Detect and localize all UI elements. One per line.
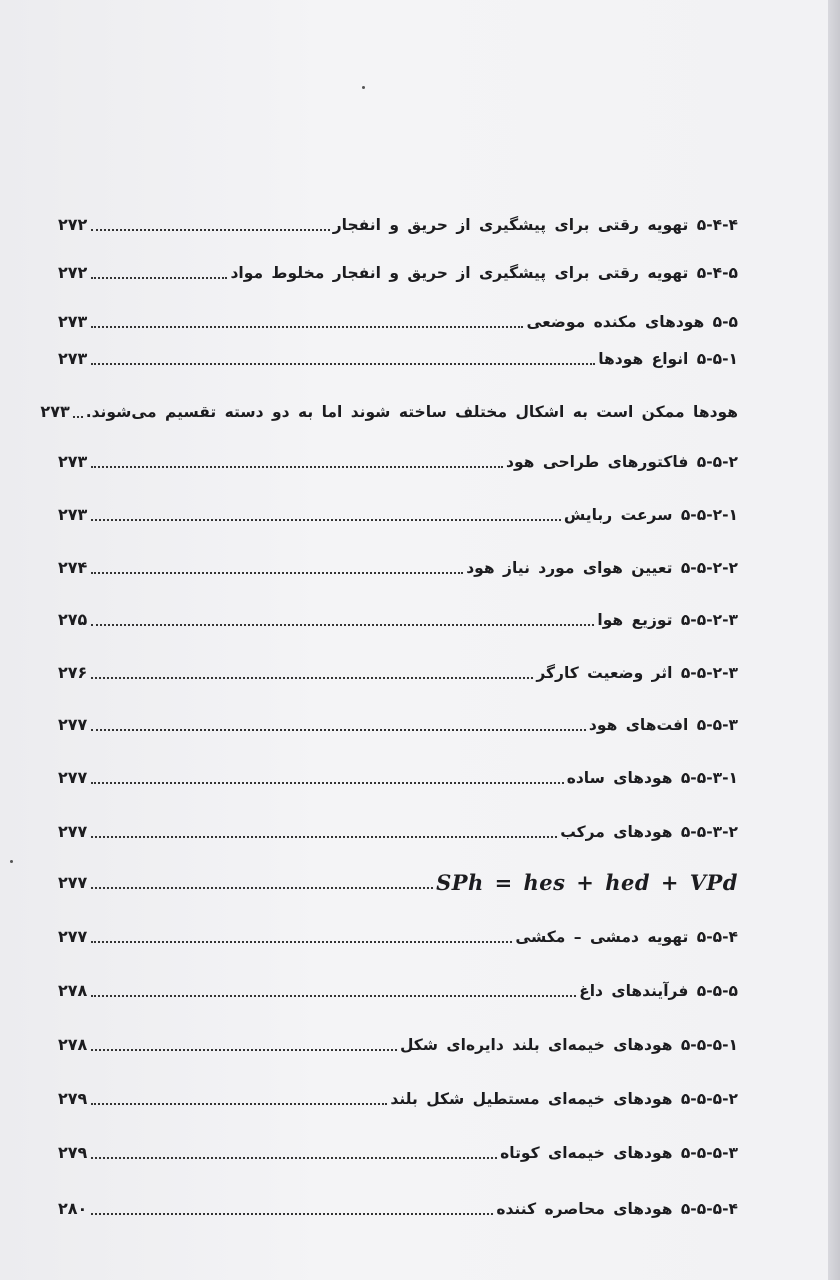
dot-leader bbox=[91, 277, 227, 279]
dot-leader bbox=[91, 363, 595, 365]
dot-leader bbox=[73, 416, 83, 418]
toc-entry-page: ۲۷۹ bbox=[58, 1143, 88, 1162]
toc-entry bbox=[58, 1026, 738, 1056]
toc-entry bbox=[58, 972, 738, 1002]
toc-entry-title: ۵-۵-۵ فرآیندهای داغ bbox=[579, 982, 738, 1000]
toc-entry-title: ۵-۵-۳-۱ هودهای ساده bbox=[566, 769, 738, 787]
toc-entry-formula: SPh = hes + hed + VPd bbox=[436, 870, 738, 895]
toc-entry-title: ۵-۴-۴ تهویه رقتی برای پیشگیری از حریق و انفجار bbox=[332, 216, 738, 234]
dot-leader bbox=[91, 941, 512, 943]
toc-entry-page: ۲۷۸ bbox=[58, 1035, 88, 1054]
toc-entry-title: ۵-۵-۲-۲ تعیین هوای مورد نیاز هود bbox=[466, 559, 738, 577]
toc-entry bbox=[58, 340, 738, 370]
toc-entry-title: ۵-۵-۵-۲ هودهای خیمه‌ای مستطیل شکل بلند bbox=[390, 1090, 738, 1108]
toc-entry-title: ۵-۵-۳-۲ هودهای مرکب bbox=[560, 823, 738, 841]
toc-entry-page: ۲۷۳ bbox=[58, 452, 88, 471]
toc-entry-page: ۲۷۳ bbox=[58, 312, 88, 331]
dot-leader bbox=[91, 677, 533, 679]
toc-entry-title: ۵-۵-۵-۴ هودهای محاصره کننده bbox=[496, 1200, 738, 1218]
toc-entry-title: ۵-۵-۴ تهویه دمشی – مکشی bbox=[515, 928, 738, 946]
toc-entry-page: ۲۷۷ bbox=[58, 822, 88, 841]
toc-entry-title: ۵-۵ هودهای مکنده موضعی bbox=[526, 313, 738, 331]
toc-entry bbox=[58, 1190, 738, 1220]
toc-entry-page: ۲۷۳ bbox=[40, 402, 70, 421]
toc-entry-title: ۵-۵-۵-۱ هودهای خیمه‌ای بلند دایره‌ای شکل bbox=[399, 1036, 738, 1054]
toc-entry bbox=[58, 206, 738, 236]
dot-leader bbox=[91, 326, 523, 328]
toc-entry bbox=[40, 393, 738, 423]
dot-leader bbox=[91, 1213, 493, 1215]
dot-leader bbox=[91, 624, 594, 626]
toc-entry bbox=[58, 254, 738, 284]
toc-entry-page: ۲۷۹ bbox=[58, 1089, 88, 1108]
toc-entry bbox=[58, 1080, 738, 1110]
dot-leader bbox=[91, 1157, 497, 1159]
dot-leader bbox=[91, 519, 561, 521]
toc-entry-title: هودها ممکن است به اشکال مختلف ساخته شوند اما به دو دسته تقسیم می‌شوند. bbox=[85, 403, 738, 421]
dot-leader bbox=[91, 836, 557, 838]
toc-entry-title: ۵-۵-۲-۳ اثر وضعیت کارگر bbox=[536, 664, 738, 682]
toc-entry bbox=[58, 496, 738, 526]
dot-leader bbox=[91, 729, 586, 731]
dot-leader bbox=[91, 229, 330, 231]
toc-entry-page: ۲۷۷ bbox=[58, 768, 88, 787]
dot-leader bbox=[91, 782, 564, 784]
toc-entry-title: ۵-۵-۱ انواع هودها bbox=[598, 350, 738, 368]
toc-entry-title: ۵-۵-۳ افت‌های هود bbox=[588, 716, 738, 734]
dot-leader bbox=[91, 1103, 387, 1105]
toc-entry-page: ۲۷۸ bbox=[58, 981, 88, 1000]
toc-entry-page: ۲۷۳ bbox=[58, 505, 88, 524]
toc-entry-title: ۵-۵-۵-۳ هودهای خیمه‌ای کوتاه bbox=[500, 1144, 738, 1162]
toc-entry-page: ۲۷۷ bbox=[58, 873, 88, 892]
toc-entry-title: ۵-۴-۵ تهویه رقتی برای پیشگیری از حریق و انفجار مخلوط مواد bbox=[230, 264, 738, 282]
toc-entry-page: ۲۷۲ bbox=[58, 215, 88, 234]
toc-entry-page: ۲۷۳ bbox=[58, 349, 88, 368]
toc-entry-title: ۵-۵-۲-۳ توزیع هوا bbox=[597, 611, 738, 629]
toc-entry-page: ۲۷۷ bbox=[58, 927, 88, 946]
toc-entry-page: ۲۸۰ bbox=[58, 1199, 88, 1218]
toc-entry bbox=[58, 549, 738, 579]
toc-entry-page: ۲۷۵ bbox=[58, 610, 88, 629]
toc-entry bbox=[58, 654, 738, 684]
toc-entry-page: ۲۷۴ bbox=[58, 558, 88, 577]
dot-leader bbox=[91, 572, 463, 574]
toc-entry bbox=[58, 443, 738, 473]
toc-entry bbox=[58, 1134, 738, 1164]
dot-leader bbox=[91, 995, 576, 997]
toc-entry bbox=[58, 303, 738, 333]
toc-entry-page: ۲۷۶ bbox=[58, 663, 88, 682]
toc-entry bbox=[58, 601, 738, 631]
dot-leader bbox=[91, 466, 503, 468]
toc-entry-page: ۲۷۷ bbox=[58, 715, 88, 734]
toc-entry bbox=[58, 813, 738, 843]
toc-entry bbox=[58, 864, 738, 894]
dot-leader bbox=[91, 887, 433, 889]
dot-leader bbox=[91, 1049, 397, 1051]
toc-entry-title: ۵-۵-۲-۱ سرعت ربایش bbox=[563, 506, 738, 524]
toc-entry bbox=[58, 759, 738, 789]
toc-entry-page: ۲۷۲ bbox=[58, 263, 88, 282]
page-edge bbox=[828, 0, 840, 1280]
toc-entry bbox=[58, 706, 738, 736]
toc-entry-title: ۵-۵-۲ فاکتورهای طراحی هود bbox=[506, 453, 738, 471]
toc-entry bbox=[58, 918, 738, 948]
